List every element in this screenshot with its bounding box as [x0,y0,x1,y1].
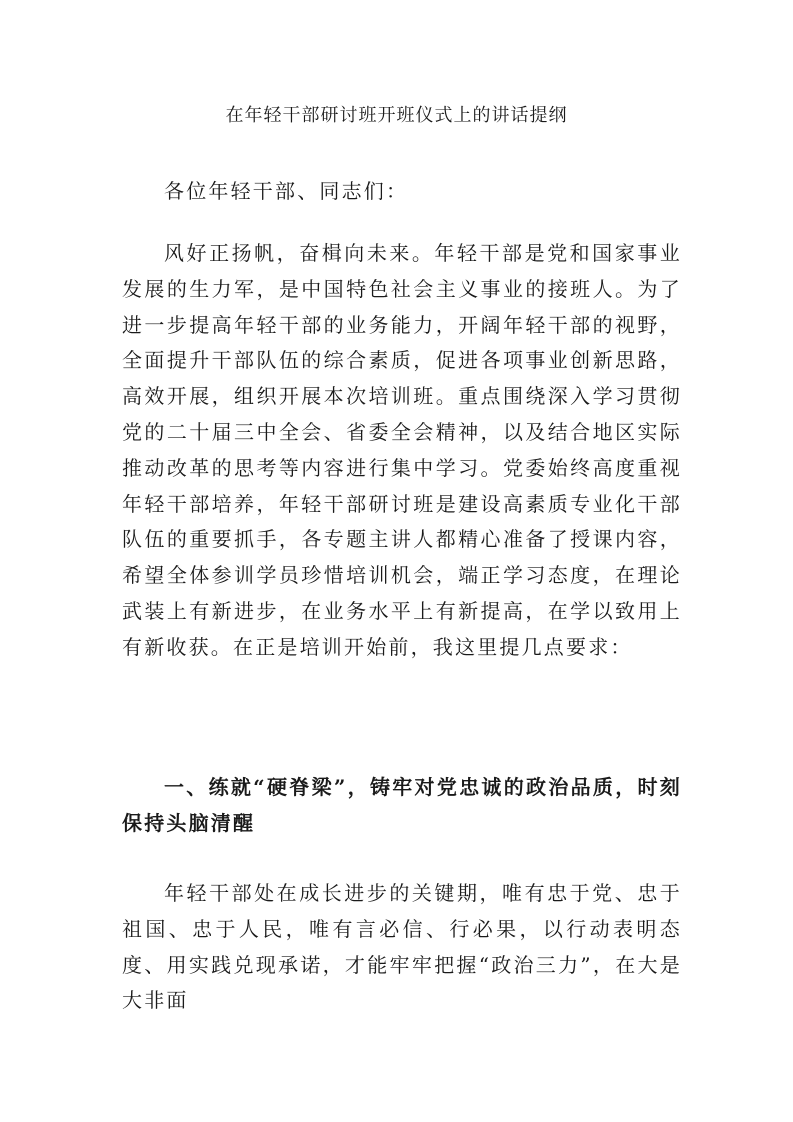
paragraph-intro: 风好正扬帆，奋楫向未来。年轻干部是党和国家事业发展的生力军，是中国特色社会主义事业的接班人。为了进一步提高年轻干部的业务能力，开阔年轻干部的视野，全面提升干部队伍的综合素质，促进各项事业创新思路，高效开展，组织开展本次培训班。重点围绕深入学习贯彻党的二十届三中全会、省委全会精神，以及结合地区实际推动改革的思考等内容进行集中学习。党委始终高度重视年轻干部培养，年轻干部研讨班是建设高素质专业化干部队伍的重要抓手，各专题主讲人都精心准备了授课内容，希望全体参训学员珍惜培训机会，端正学习态度，在理论武装上有新进步，在业务水平上有新提高，在学以致用上有新收获。在正是培训开始前，我这里提几点要求： [122,241,682,659]
section-heading-1: 一、练就“硬脊梁”，铸牢对党忠诚的政治品质，时刻保持头脑清醒 [122,775,682,835]
salutation: 各位年轻干部、同志们： [164,179,409,203]
document-title: 在年轻干部研讨班开班仪式上的讲话提纲 [225,105,568,126]
paragraph-section-1: 年轻干部处在成长进步的关键期，唯有忠于党、忠于祖国、忠于人民，唯有言必信、行必果，以行动表明态度、用实践兑现承诺，才能牢牢把握“政治三力”，在大是大非面 [122,881,682,1013]
